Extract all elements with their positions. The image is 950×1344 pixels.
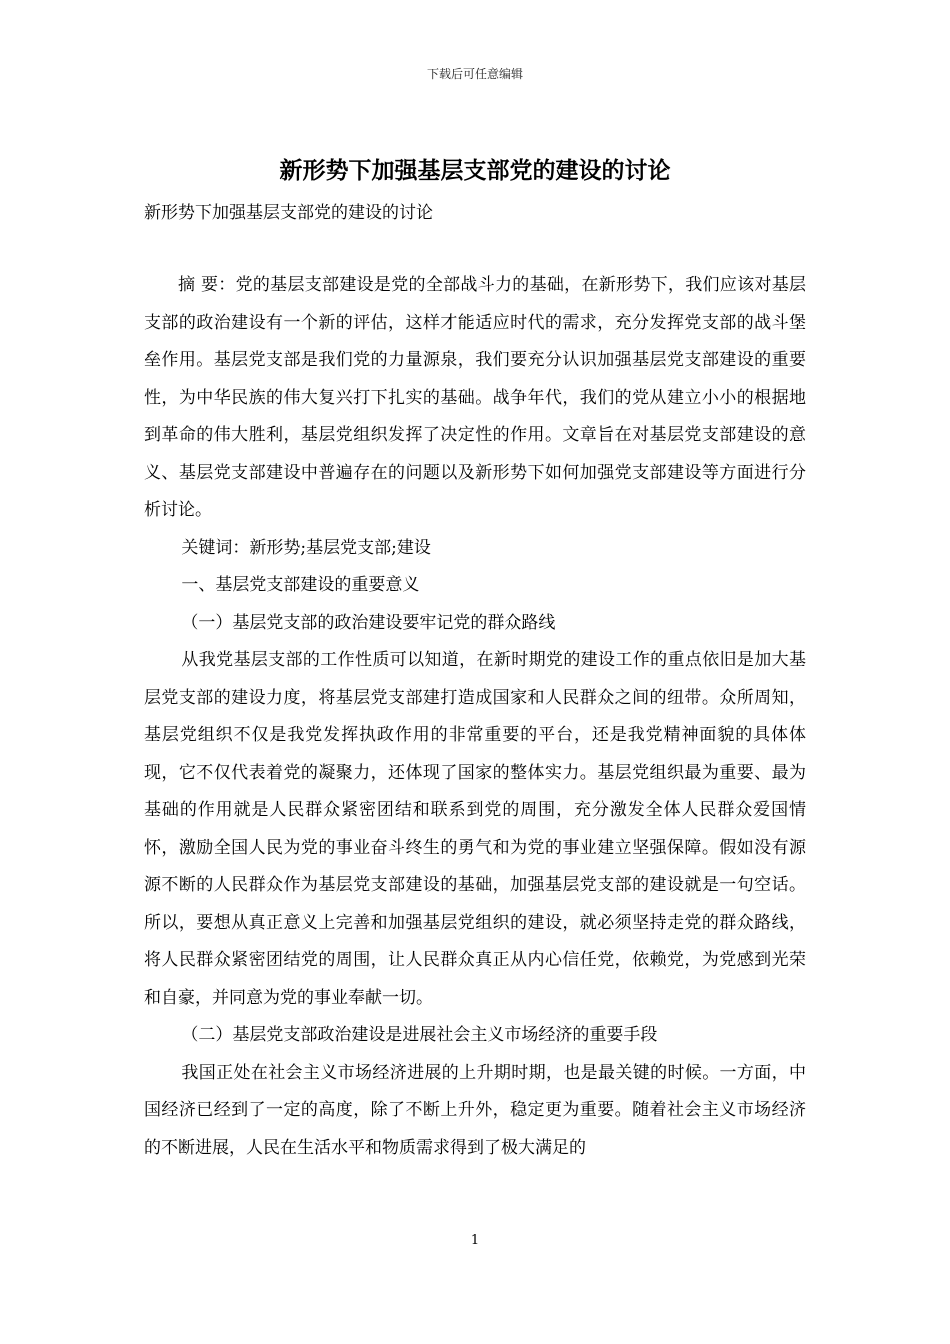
- subsection-heading: （一）基层党支部的政治建设要牢记党的群众路线: [181, 612, 556, 633]
- header-note: 下载后可任意编辑: [426, 67, 523, 81]
- page-number: 1: [470, 1233, 480, 1248]
- abstract-paragraph: 摘 要：党的基层支部建设是党的全部战斗力的基础，在新形势下，我们应该对基层支部的政治建设有一个新的评估，这样才能适应时代的需求，充分发挥党支部的战斗堡垒作用。基层党支部是我们党的力量源泉，我们要充分认识加强基层党支部建设的重要性，为中华民族的伟大复兴打下扎实的基础。战争年代，我们的党从建立小小的根据地到革命的伟大胜利，基层党组织发挥了决定性的作用。文章旨在对基层党支部建设的意义、基层党支部建设中普遍存在的问题以及新形势下如何加强党支部建设等方面进行分析讨论。: [144, 275, 806, 520]
- document-title: 新形势下加强基层支部党的建设的讨论: [279, 157, 671, 184]
- section-heading: 一、基层党支部建设的重要意义: [181, 575, 420, 595]
- keywords-line: 关键词：新形势;基层党支部;建设: [181, 537, 431, 558]
- body-paragraph: 我国正处在社会主义市场经济进展的上升期时期，也是最关键的时候。一方面，中国经济已经到了一定的高度，除了不断上升外，稳定更为重要。随着社会主义市场经济的不断进展，人民在生活水平和物质需求得到了极大满足的: [144, 1062, 806, 1158]
- body-paragraph: 从我党基层支部的工作性质可以知道，在新时期党的建设工作的重点依旧是加大基层党支部的建设力度，将基层党支部建打造成国家和人民群众之间的纽带。众所周知，基层党组织不仅是我党发挥执政作用的非常重要的平台，还是我党精神面貌的具体体现，它不仅代表着党的凝聚力，还体现了国家的整体实力。基层党组织最为重要、最为基础的作用就是人民群众紧密团结和联系到党的周围，充分激发全体人民群众爱国情怀，激励全国人民为党的事业奋斗终生的勇气和为党的事业建立坚强保障。假如没有源源不断的人民群众作为基层党支部建设的基础，加强基层党支部的建设就是一句空话。所以，要想从真正意义上完善和加强基层党组织的建设，就必须坚持走党的群众路线，将人民群众紧密团结党的周围，让人民群众真正从内心信任党，依赖党，为党感到光荣和自豪，并同意为党的事业奉献一切。: [144, 650, 806, 1008]
- document-subtitle: 新形势下加强基层支部党的建设的讨论: [144, 203, 433, 223]
- document-body: [144, 267, 806, 1167]
- subsection-heading: （二）基层党支部政治建设是进展社会主义市场经济的重要手段: [181, 1025, 658, 1045]
